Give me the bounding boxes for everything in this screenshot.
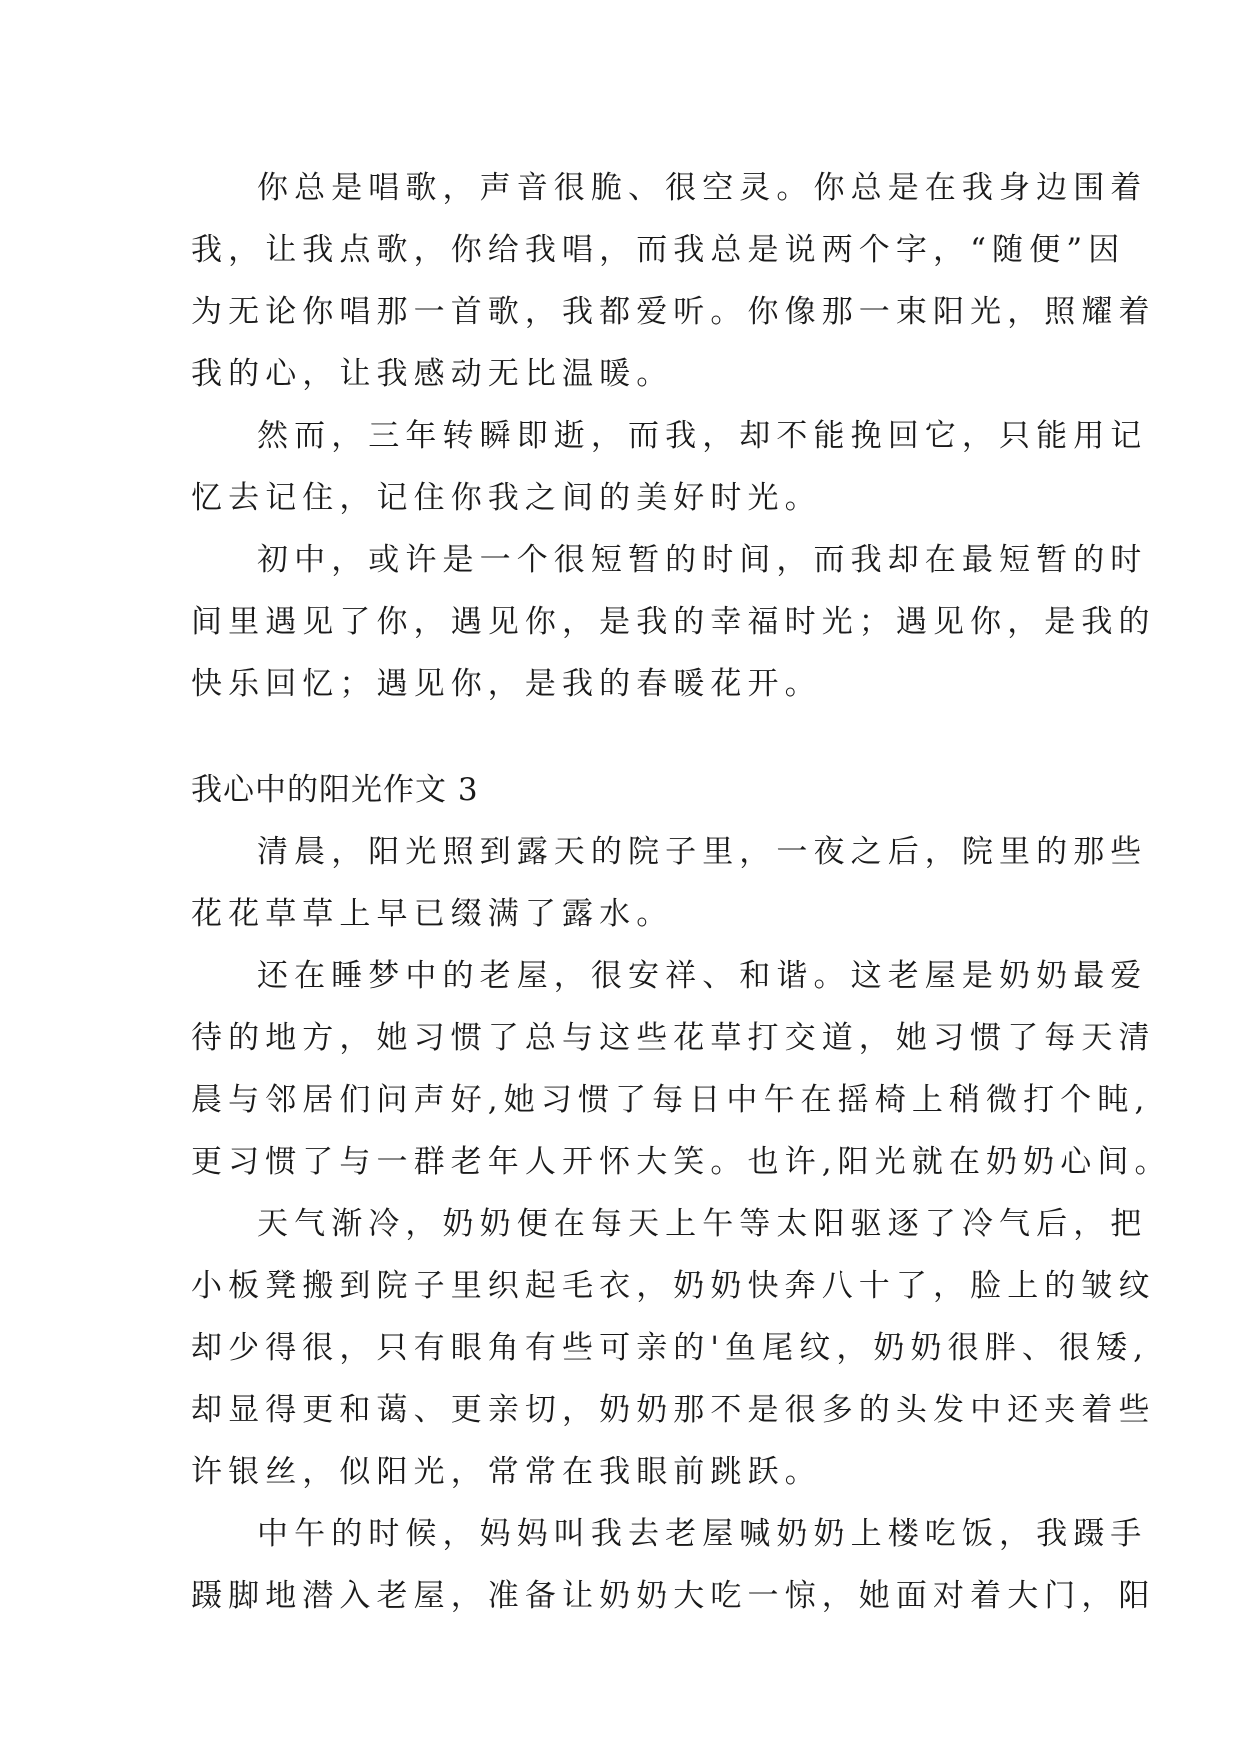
text-line: 我的心，让我感动无比温暖。 — [191, 356, 674, 392]
text-line: 初中，或许是一个很短暂的时间，而我却在最短暂的时 — [257, 542, 1148, 578]
text-line: 你总是唱歌，声音很脆、很空灵。你总是在我身边围着 — [257, 170, 1148, 206]
text-line: 许银丝，似阳光，常常在我眼前跳跃。 — [191, 1454, 822, 1490]
text-line: 晨与邻居们问声好,她习惯了每日中午在摇椅上稍微打个盹, — [191, 1082, 1151, 1118]
paragraph — [191, 405, 1148, 529]
text-line: 蹑脚地潜入老屋，准备让奶奶大吃一惊，她面对着大门，阳 — [191, 1578, 1156, 1614]
text-line: 清晨，阳光照到露天的院子里，一夜之后，院里的那些 — [257, 834, 1148, 870]
paragraph — [191, 821, 1148, 945]
text-line: 快乐回忆；遇见你，是我的春暖花开。 — [191, 666, 822, 702]
text-line: 我，让我点歌，你给我唱，而我总是说两个字，“随便”因 — [191, 232, 1126, 268]
text-line: 却少得很，只有眼角有些可亲的'鱼尾纹，奶奶很胖、很矮, — [191, 1330, 1150, 1366]
text-line: 间里遇见了你，遇见你，是我的幸福时光；遇见你，是我的 — [191, 604, 1156, 640]
text-line: 中午的时候，妈妈叫我去老屋喊奶奶上楼吃饭，我蹑手 — [257, 1516, 1148, 1552]
text-line: 然而，三年转瞬即逝，而我，却不能挽回它，只能用记 — [257, 418, 1148, 454]
text-line: 却显得更和蔼、更亲切，奶奶那不是很多的头发中还夹着些 — [191, 1392, 1156, 1428]
text-line: 为无论你唱那一首歌，我都爱听。你像那一束阳光，照耀着 — [191, 294, 1156, 330]
paragraph — [191, 157, 1156, 405]
text-line: 还在睡梦中的老屋，很安祥、和谐。这老屋是奶奶最爱 — [257, 958, 1148, 994]
section-gap — [191, 715, 1053, 759]
text-line: 小板凳搬到院子里织起毛衣，奶奶快奔八十了，脸上的皱纹 — [191, 1268, 1156, 1304]
text-line: 天气渐冷，奶奶便在每天上午等太阳驱逐了冷气后，把 — [257, 1206, 1148, 1242]
paragraph — [191, 529, 1156, 715]
paragraph — [191, 945, 1172, 1193]
paragraph — [191, 1503, 1156, 1627]
paragraph — [191, 1193, 1156, 1503]
text-line: 花花草草上早已缀满了露水。 — [191, 896, 674, 932]
text-line: 忆去记住，记住你我之间的美好时光。 — [191, 480, 822, 516]
text-line: 更习惯了与一群老年人开怀大笑。也许,阳光就在奶奶心间。 — [191, 1144, 1172, 1180]
section-heading: 我心中的阳光作文 3 — [191, 772, 479, 808]
text-line: 待的地方，她习惯了总与这些花草打交道，她习惯了每天清 — [191, 1020, 1156, 1056]
document-body — [191, 157, 1172, 1627]
